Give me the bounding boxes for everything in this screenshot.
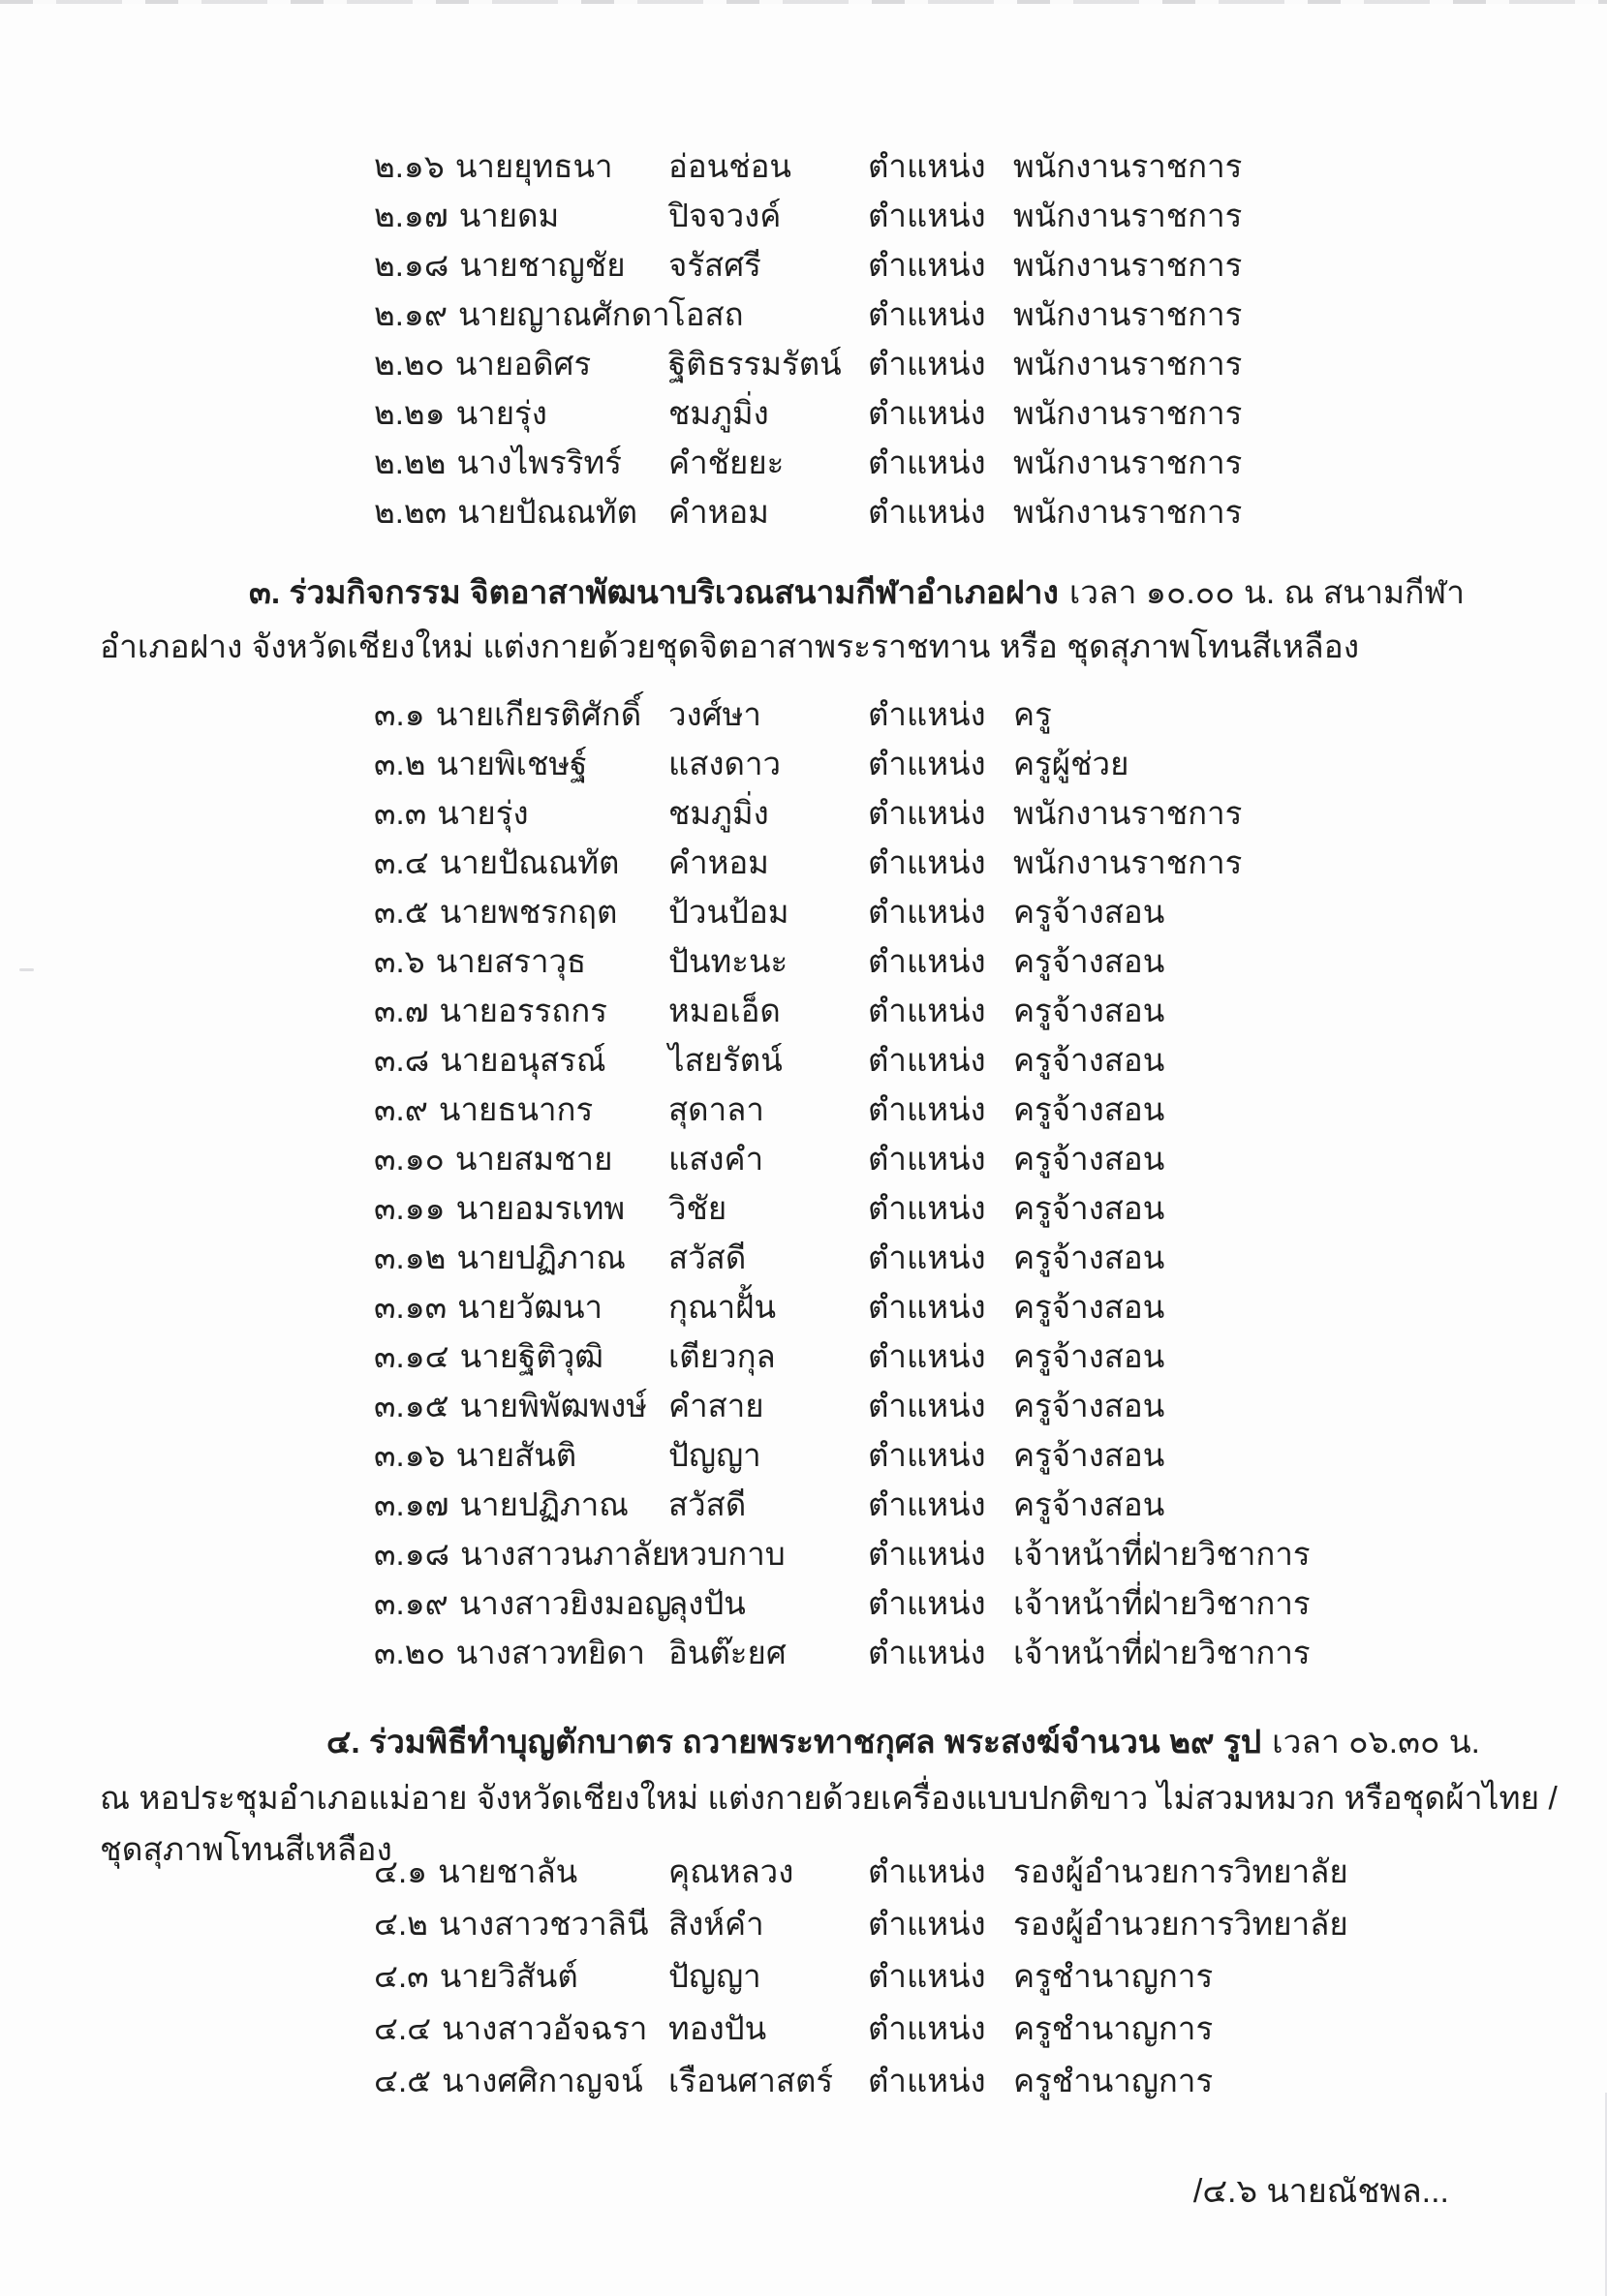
row-position: เจ้าหน้าที่ฝ่ายวิชาการ — [1013, 1635, 1311, 1670]
position-label: ตำแหน่ง — [868, 2063, 986, 2098]
row-name-cell — [374, 1898, 668, 1950]
roster-row — [0, 1480, 1607, 1529]
row-title-and-first-name: นางสาวยิงมอญ — [458, 1585, 672, 1621]
row-name-cell — [374, 689, 668, 739]
row-name-cell — [374, 936, 668, 986]
roster-row — [0, 2003, 1607, 2055]
roster-row — [0, 1381, 1607, 1430]
row-surname: กุณาฝั้น — [668, 1289, 777, 1325]
row-surname: ปันทะนะ — [668, 943, 788, 979]
row-surname: ลุงปัน — [668, 1585, 746, 1621]
position-label: ตำแหน่ง — [868, 1853, 986, 1889]
row-name-cell — [374, 986, 668, 1035]
position-label: ตำแหน่ง — [868, 746, 986, 781]
row-title-and-first-name: นายชาญชัย — [459, 247, 626, 283]
row-name-cell — [374, 438, 668, 487]
row-name-cell — [374, 2055, 668, 2107]
row-surname: แสงคำ — [668, 1141, 764, 1177]
roster-row — [0, 1529, 1607, 1578]
roster-row — [0, 1134, 1607, 1183]
row-title-and-first-name: นายพชรกฤต — [439, 894, 618, 930]
roster-row — [0, 838, 1607, 887]
row-position: ครูจ้างสอน — [1013, 993, 1165, 1028]
row-position: ครูจ้างสอน — [1013, 1388, 1165, 1424]
row-name-cell — [374, 1035, 668, 1085]
row-name-cell — [374, 1183, 668, 1233]
row-position: ครูจ้างสอน — [1013, 1141, 1165, 1177]
row-title-and-first-name: นางสาวนภาลัย — [460, 1536, 670, 1572]
roster-row — [0, 339, 1607, 388]
position-label: ตำแหน่ง — [868, 943, 986, 979]
row-position: ครูจ้างสอน — [1013, 894, 1165, 930]
row-title-and-first-name: นายปัณณทัต — [457, 494, 638, 530]
row-position: พนักงานราชการ — [1013, 346, 1243, 382]
row-position: พนักงานราชการ — [1013, 198, 1243, 233]
position-label: ตำแหน่ง — [868, 148, 986, 184]
row-title-and-first-name: นายสันติ — [455, 1437, 577, 1473]
row-surname: คำสาย — [668, 1388, 764, 1424]
roster-row — [0, 1950, 1607, 2003]
row-name-cell — [374, 838, 668, 887]
row-number: ๓.๒ — [374, 746, 426, 781]
position-label: ตำแหน่ง — [868, 247, 986, 283]
row-position: ครูจ้างสอน — [1013, 1289, 1165, 1325]
row-name-cell — [374, 240, 668, 290]
row-title-and-first-name: นางสาวทยิดา — [455, 1635, 646, 1670]
row-number: ๔.๓ — [374, 1958, 429, 1994]
row-surname: โอสถ — [668, 296, 744, 332]
row-name-cell — [374, 1282, 668, 1332]
roster-row — [0, 887, 1607, 936]
section-4-heading-line-3: ชุดสุภาพโทนสีเหลือง — [100, 1832, 392, 1868]
row-name-cell — [374, 1628, 668, 1677]
roster-row — [0, 191, 1607, 240]
roster-row — [0, 1233, 1607, 1282]
row-surname: สิงห์คำ — [668, 1906, 764, 1942]
row-number: ๓.๙ — [374, 1091, 428, 1127]
position-label: ตำแหน่ง — [868, 1585, 986, 1621]
roster-row — [0, 438, 1607, 487]
position-label: ตำแหน่ง — [868, 993, 986, 1028]
row-name-cell — [374, 487, 668, 536]
row-surname: คำหอม — [668, 844, 769, 880]
row-position: ครูจ้างสอน — [1013, 1437, 1165, 1473]
row-surname: คุณหลวง — [668, 1853, 794, 1889]
row-surname: ชมภูมิ่ง — [668, 795, 769, 831]
row-title-and-first-name: นายสมชาย — [454, 1141, 613, 1177]
row-number: ๒.๑๖ — [374, 148, 445, 184]
row-title-and-first-name: นายปฏิภาณ — [456, 1240, 626, 1275]
section-3-heading-time: เวลา ๑๐.๐๐ น. ณ สนามกีฬา — [1068, 575, 1466, 611]
row-position: พนักงานราชการ — [1013, 247, 1243, 283]
row-position: พนักงานราชการ — [1013, 395, 1243, 431]
row-surname: ปิจจวงค์ — [668, 198, 782, 233]
roster-row — [0, 788, 1607, 838]
row-surname: ชมภูมิ่ง — [668, 395, 769, 431]
row-surname: อินต๊ะยศ — [668, 1635, 787, 1670]
row-number: ๓.๗ — [374, 993, 429, 1028]
row-position: เจ้าหน้าที่ฝ่ายวิชาการ — [1013, 1585, 1311, 1621]
row-position: ครูจ้างสอน — [1013, 1190, 1165, 1226]
roster-row — [0, 240, 1607, 290]
row-title-and-first-name: นายญาณศักดา — [458, 296, 670, 332]
row-number: ๓.๑๑ — [374, 1190, 446, 1226]
row-surname: จรัสศรี — [668, 247, 761, 283]
section-3-heading-line-2: อำเภอฝาง จังหวัดเชียงใหม่ แต่งกายด้วยชุดจิตอาสาพระราชทาน หรือ ชุดสุภาพโทนสีเหลือง — [100, 629, 1360, 665]
row-surname: อ่อนช่อน — [668, 148, 791, 184]
row-name-cell — [374, 788, 668, 838]
row-position: รองผู้อำนวยการวิทยาลัย — [1013, 1906, 1348, 1942]
row-number: ๒.๒๑ — [374, 395, 446, 431]
row-position: พนักงานราชการ — [1013, 296, 1243, 332]
roster-row — [0, 986, 1607, 1035]
row-position: พนักงานราชการ — [1013, 494, 1243, 530]
row-title-and-first-name: นายฐิติวุฒิ — [459, 1338, 604, 1374]
row-name-cell — [374, 1578, 672, 1628]
row-name-cell — [374, 290, 668, 339]
row-title-and-first-name: นายยุทธนา — [454, 148, 613, 184]
row-number: ๒.๑๘ — [374, 247, 449, 283]
position-label: ตำแหน่ง — [868, 844, 986, 880]
row-position: ครูชำนาญการ — [1013, 2010, 1214, 2046]
row-position: พนักงานราชการ — [1013, 844, 1243, 880]
row-surname: ปัญญา — [668, 1958, 761, 1994]
row-title-and-first-name: นายพิพัฒพงษ์ — [459, 1388, 648, 1424]
row-title-and-first-name: นางศศิกาญจน์ — [442, 2063, 643, 2098]
row-surname: สวัสดี — [668, 1240, 747, 1275]
roster-row — [0, 1430, 1607, 1480]
row-number: ๓.๑๖ — [374, 1437, 446, 1473]
row-number: ๓.๑๓ — [374, 1289, 448, 1325]
position-label: ตำแหน่ง — [868, 1635, 986, 1670]
row-surname: ปัญญา — [668, 1437, 761, 1473]
section-4-heading-line-1 — [326, 1716, 1480, 1770]
row-number: ๒.๑๗ — [374, 198, 448, 233]
row-surname: หมอเอ็ด — [668, 993, 781, 1028]
position-label: ตำแหน่ง — [868, 894, 986, 930]
roster-row — [0, 689, 1607, 739]
row-number: ๒.๒๐ — [374, 346, 445, 382]
section-3-heading-line-1 — [249, 566, 1465, 621]
row-title-and-first-name: นายรุ่ง — [437, 795, 529, 831]
row-position: ครูจ้างสอน — [1013, 1042, 1165, 1078]
row-title-and-first-name: นายสราวุธ — [435, 943, 587, 979]
row-number: ๔.๒ — [374, 1906, 428, 1942]
row-number: ๓.๘ — [374, 1042, 430, 1078]
row-position: พนักงานราชการ — [1013, 444, 1243, 480]
section-4-heading-line-2: ณ หอประชุมอำเภอแม่อาย จังหวัดเชียงใหม่ แต่งกายด้วยเครื่องแบบปกติขาว ไม่สวมหมวก หรือชุดผ้าไทย / — [100, 1781, 1558, 1817]
row-surname: วงศ์ษา — [668, 696, 761, 732]
row-title-and-first-name: นายดม — [458, 198, 560, 233]
row-position: ครูจ้างสอน — [1013, 943, 1165, 979]
row-title-and-first-name: นายเกียรติศักดิ์ — [435, 696, 642, 732]
row-name-cell — [374, 1134, 668, 1183]
row-position: ครูจ้างสอน — [1013, 1091, 1165, 1127]
row-name-cell — [374, 1381, 668, 1430]
position-label: ตำแหน่ง — [868, 1091, 986, 1127]
row-position: ครูจ้างสอน — [1013, 1338, 1165, 1374]
roster-row — [0, 739, 1607, 788]
row-title-and-first-name: นายปัณณทัต — [439, 844, 620, 880]
row-position: ครูผู้ช่วย — [1013, 746, 1129, 781]
row-surname: สวัสดี — [668, 1486, 747, 1522]
row-number: ๓.๑ — [374, 696, 425, 732]
row-surname: ไสยรัตน์ — [668, 1042, 783, 1078]
position-label: ตำแหน่ง — [868, 795, 986, 831]
section-3-roster-table — [0, 689, 1607, 1677]
row-name-cell — [374, 2003, 668, 2055]
row-number: ๓.๑๒ — [374, 1240, 447, 1275]
position-label: ตำแหน่ง — [868, 1141, 986, 1177]
row-title-and-first-name: นางสาวชวาลินี — [438, 1906, 649, 1942]
section-4-roster-table — [0, 1846, 1607, 2107]
row-name-cell — [374, 1950, 668, 2003]
row-title-and-first-name: นายวัฒนา — [457, 1289, 603, 1325]
position-label: ตำแหน่ง — [868, 1289, 986, 1325]
position-label: ตำแหน่ง — [868, 444, 986, 480]
roster-row — [0, 1332, 1607, 1381]
roster-row — [0, 487, 1607, 536]
row-title-and-first-name: นายอมรเทพ — [455, 1190, 626, 1226]
row-position: รองผู้อำนวยการวิทยาลัย — [1013, 1853, 1348, 1889]
roster-row — [0, 1085, 1607, 1134]
row-number: ๓.๕ — [374, 894, 429, 930]
position-label: ตำแหน่ง — [868, 395, 986, 431]
row-name-cell — [374, 1332, 668, 1381]
row-name-cell — [374, 887, 668, 936]
position-label: ตำแหน่ง — [868, 1388, 986, 1424]
row-title-and-first-name: นางไพรริทร์ — [456, 444, 622, 480]
row-number: ๓.๓ — [374, 795, 427, 831]
row-surname: ป้วนป้อม — [668, 894, 789, 930]
row-number: ๔.๔ — [374, 2010, 432, 2046]
row-number: ๓.๑๕ — [374, 1388, 449, 1424]
position-label: ตำแหน่ง — [868, 1958, 986, 1994]
row-number: ๓.๒๐ — [374, 1635, 446, 1670]
row-title-and-first-name: นายอดิศร — [454, 346, 592, 382]
position-label: ตำแหน่ง — [868, 346, 986, 382]
position-label: ตำแหน่ง — [868, 696, 986, 732]
row-position: พนักงานราชการ — [1013, 795, 1243, 831]
roster-row — [0, 1282, 1607, 1332]
roster-row — [0, 1628, 1607, 1677]
row-title-and-first-name: นายธนากร — [438, 1091, 594, 1127]
row-name-cell — [374, 339, 668, 388]
row-number: ๓.๑๘ — [374, 1536, 450, 1572]
row-number: ๓.๔ — [374, 844, 429, 880]
row-title-and-first-name: นายปฏิภาณ — [459, 1486, 629, 1522]
row-surname: คำชัยยะ — [668, 444, 785, 480]
position-label: ตำแหน่ง — [868, 1190, 986, 1226]
row-name-cell — [374, 388, 668, 438]
row-title-and-first-name: นายรุ่ง — [455, 395, 547, 431]
position-label: ตำแหน่ง — [868, 2010, 986, 2046]
position-label: ตำแหน่ง — [868, 296, 986, 332]
row-title-and-first-name: นายพิเชษฐ์ — [436, 746, 588, 781]
roster-row — [0, 1846, 1607, 1898]
row-surname: ฐิติธรรมรัตน์ — [668, 346, 842, 382]
row-surname: หวบกาบ — [668, 1536, 786, 1572]
row-name-cell — [374, 141, 668, 191]
row-number: ๒.๒๒ — [374, 444, 447, 480]
page-continuation-note: /๔.๖ นายณัชพล... — [1192, 2173, 1449, 2210]
row-surname: วิชัย — [668, 1190, 727, 1226]
row-name-cell — [374, 1480, 668, 1529]
row-position: ครูจ้างสอน — [1013, 1486, 1165, 1522]
row-title-and-first-name: นายวิสันต์ — [439, 1958, 578, 1994]
roster-row — [0, 141, 1607, 191]
row-number: ๔.๕ — [374, 2063, 432, 2098]
section-2-roster-table — [0, 141, 1607, 536]
row-title-and-first-name: นายชาลัน — [438, 1853, 578, 1889]
row-position: ครูจ้างสอน — [1013, 1240, 1165, 1275]
position-label: ตำแหน่ง — [868, 1437, 986, 1473]
position-label: ตำแหน่ง — [868, 1042, 986, 1078]
row-position: ครูชำนาญการ — [1013, 1958, 1214, 1994]
position-label: ตำแหน่ง — [868, 1536, 986, 1572]
row-surname: เตียวกุล — [668, 1338, 776, 1374]
section-3-heading-bold: ๓. ร่วมกิจกรรม จิตอาสาพัฒนาบริเวณสนามกีฬาอำเภอฝาง — [249, 575, 1059, 611]
row-name-cell — [374, 739, 668, 788]
position-label: ตำแหน่ง — [868, 1240, 986, 1275]
row-number: ๒.๒๓ — [374, 494, 448, 530]
position-label: ตำแหน่ง — [868, 1486, 986, 1522]
row-number: ๒.๑๙ — [374, 296, 448, 332]
row-surname: เรือนศาสตร์ — [668, 2063, 834, 2098]
row-position: พนักงานราชการ — [1013, 148, 1243, 184]
row-name-cell — [374, 1430, 668, 1480]
row-name-cell — [374, 1529, 668, 1578]
row-number: ๓.๖ — [374, 943, 425, 979]
roster-row — [0, 2055, 1607, 2107]
row-name-cell — [374, 191, 668, 240]
position-label: ตำแหน่ง — [868, 1338, 986, 1374]
section-4-heading-bold: ๔. ร่วมพิธีทำบุญตักบาตร ถวายพระทาชกุศล พระสงฆ์จำนวน ๒๙ รูป — [326, 1725, 1262, 1760]
row-surname: ทองปัน — [668, 2010, 767, 2046]
row-position: ครู — [1013, 696, 1052, 732]
row-title-and-first-name: นายอรรถกร — [439, 993, 607, 1028]
row-surname: สุดาลา — [668, 1091, 764, 1127]
row-title-and-first-name: นางสาวอัจฉรา — [442, 2010, 648, 2046]
roster-row — [0, 290, 1607, 339]
row-number: ๓.๑๗ — [374, 1486, 449, 1522]
row-name-cell — [374, 1233, 668, 1282]
roster-row — [0, 1898, 1607, 1950]
row-title-and-first-name: นายอนุสรณ์ — [440, 1042, 606, 1078]
section-4-heading-time: เวลา ๐๖.๓๐ น. — [1272, 1725, 1480, 1760]
roster-row — [0, 1035, 1607, 1085]
roster-row — [0, 388, 1607, 438]
row-name-cell — [374, 1846, 668, 1898]
row-number: ๔.๑ — [374, 1853, 428, 1889]
row-position: เจ้าหน้าที่ฝ่ายวิชาการ — [1013, 1536, 1311, 1572]
scan-artifact-top-edge — [0, 0, 1607, 4]
row-number: ๓.๑๙ — [374, 1585, 448, 1621]
position-label: ตำแหน่ง — [868, 198, 986, 233]
roster-row — [0, 1578, 1607, 1628]
row-position: ครูชำนาญการ — [1013, 2063, 1214, 2098]
position-label: ตำแหน่ง — [868, 494, 986, 530]
row-number: ๓.๑๔ — [374, 1338, 449, 1374]
row-name-cell — [374, 1085, 668, 1134]
roster-row — [0, 1183, 1607, 1233]
row-surname: คำหอม — [668, 494, 769, 530]
row-number: ๓.๑๐ — [374, 1141, 445, 1177]
roster-row — [0, 936, 1607, 986]
row-surname: แสงดาว — [668, 746, 782, 781]
position-label: ตำแหน่ง — [868, 1906, 986, 1942]
